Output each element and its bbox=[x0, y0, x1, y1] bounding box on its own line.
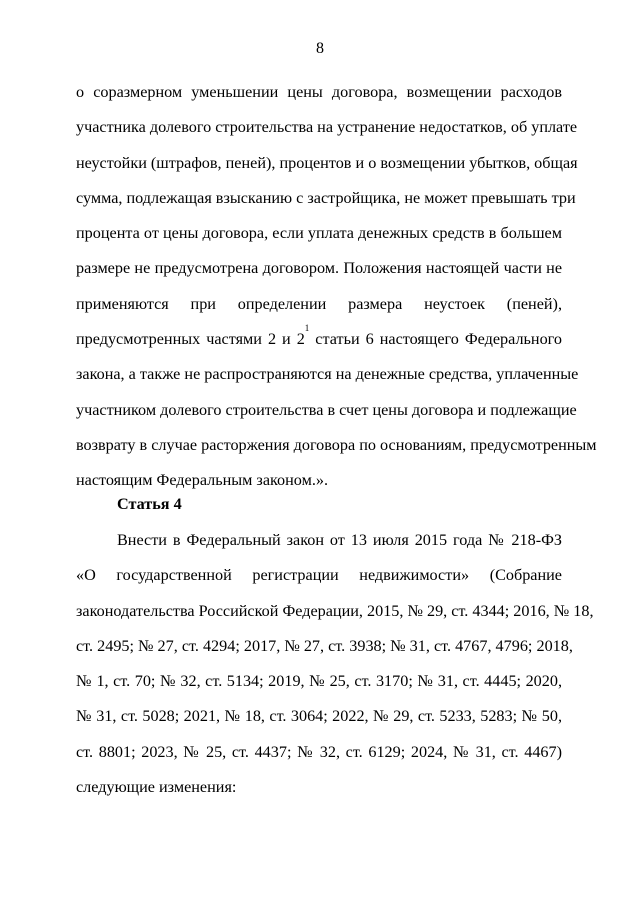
text-line: участника долевого строительства на устранение недостатков, об уплате bbox=[76, 118, 578, 137]
text-line: неустойки (штрафов, пеней), процентов и о возмещении убытков, общая bbox=[76, 153, 578, 172]
text-segment: предусмотренных частями 2 и 2 bbox=[76, 330, 305, 349]
text-line: настоящим Федеральным законом.». bbox=[76, 471, 329, 490]
text-line: участником долевого строительства в счет цены договора и подлежащие bbox=[76, 400, 577, 419]
text-line: сумма, подлежащая взысканию с застройщика, не может превышать три bbox=[76, 188, 576, 207]
article-heading-block bbox=[76, 487, 562, 522]
text-segment: статьи 6 настоящего Федерального bbox=[309, 330, 562, 349]
continuation-paragraph bbox=[76, 75, 597, 499]
article-paragraph bbox=[76, 523, 594, 805]
text-line: возврату в случае расторжения договора по основаниям, предусмотренным bbox=[76, 435, 597, 454]
article-heading: Статья 4 bbox=[117, 495, 182, 513]
text-line: законодательства Российской Федерации, 2015, № 29, ст. 4344; 2016, № 18, bbox=[76, 601, 594, 620]
text-line: «О государственной регистрации недвижимости» (Собрание bbox=[76, 566, 562, 585]
text-line: процента от цены договора, если уплата денежных средств в большем bbox=[76, 224, 562, 243]
text-line: применяются при определении размера неустоек (пеней), bbox=[76, 294, 562, 313]
text-line: Внести в Федеральный закон от 13 июля 2015 года № 218-ФЗ bbox=[117, 531, 562, 549]
text-line: следующие изменения: bbox=[76, 778, 237, 797]
text-line-with-superscript bbox=[76, 322, 562, 357]
text-line: ст. 2495; № 27, ст. 4294; 2017, № 27, ст. 3938; № 31, ст. 4767, 4796; 2018, bbox=[76, 636, 573, 655]
text-line: № 31, ст. 5028; 2021, № 18, ст. 3064; 2022, № 29, ст. 5233, 5283; № 50, bbox=[76, 707, 562, 726]
text-line: ст. 8801; 2023, № 25, ст. 4437; № 32, ст. 6129; 2024, № 31, ст. 4467) bbox=[76, 742, 562, 761]
text-line: размере не предусмотрена договором. Положения настоящей части не bbox=[76, 259, 562, 278]
text-line: о соразмерном уменьшении цены договора, возмещении расходов bbox=[76, 83, 562, 101]
page-number: 8 bbox=[316, 40, 324, 57]
superscript: 1 bbox=[304, 323, 310, 334]
text-line: закона, а также не распространяются на денежные средства, уплаченные bbox=[76, 365, 579, 384]
text-line: № 1, ст. 70; № 32, ст. 5134; 2019, № 25, ст. 3170; № 31, ст. 4445; 2020, bbox=[76, 672, 562, 691]
